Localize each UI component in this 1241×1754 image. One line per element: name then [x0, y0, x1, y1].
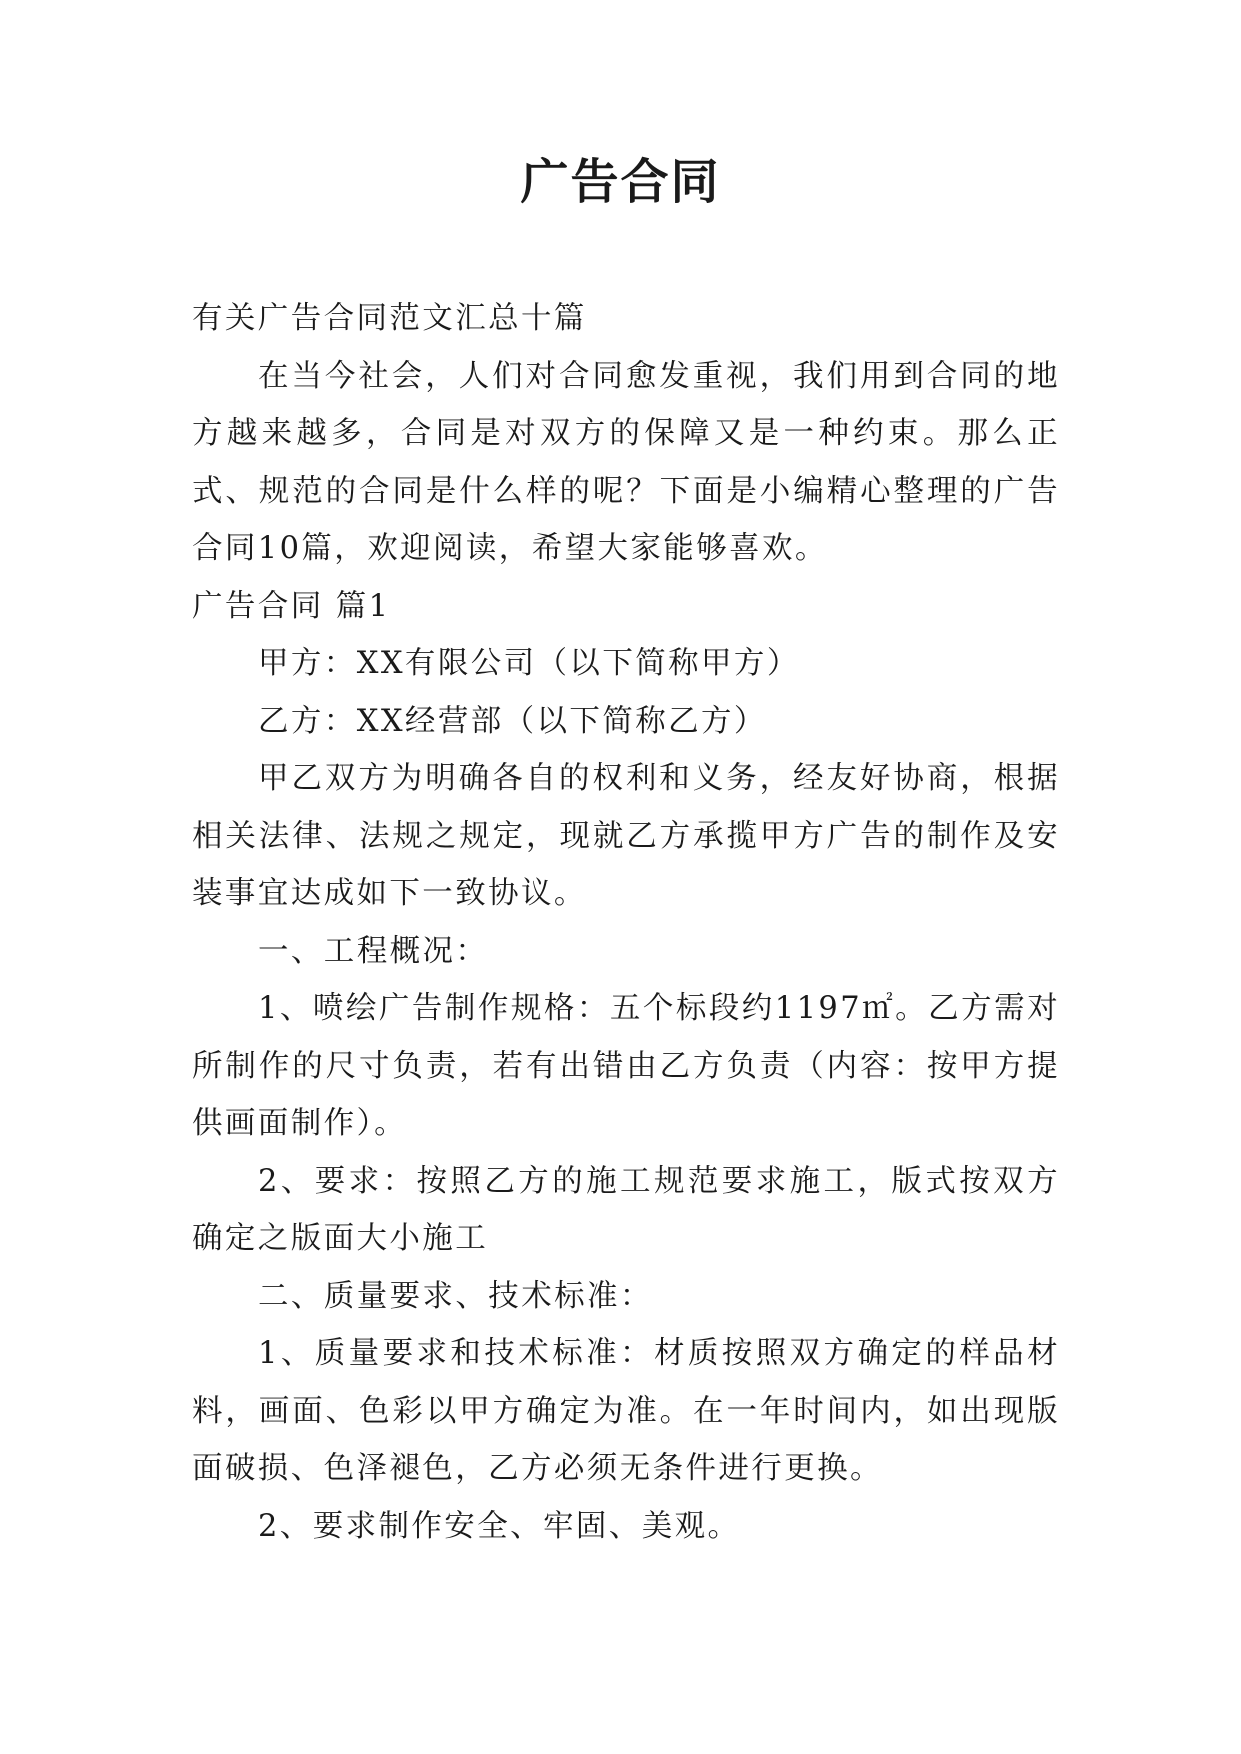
- collection-heading: 有关广告合同范文汇总十篇: [192, 301, 587, 336]
- clause-item-1-1: 1、喷绘广告制作规格：五个标段约1197㎡。乙方需对所制作的尺寸负责，若有出错由乙方负责（内容：按甲方提供画面制作）。: [192, 991, 1060, 1141]
- clause-item-1-2: 2、要求：按照乙方的施工规范要求施工，版式按双方确定之版面大小施工: [192, 1163, 1060, 1256]
- agreement-preamble: 甲乙双方为明确各自的权利和义务，经友好协商，根据相关法律、法规之规定，现就乙方承揽甲方广告的制作及安装事宜达成如下一致协议。: [192, 761, 1060, 911]
- intro-paragraph: 在当今社会，人们对合同愈发重视，我们用到合同的地方越来越多，合同是对双方的保障又是一种约束。那么正式、规范的合同是什么样的呢？下面是小编精心整理的广告合同10篇，欢迎阅读，希望大家能够喜欢。: [192, 358, 1060, 566]
- clause-heading-quality-standards: 二、质量要求、技术标准：: [258, 1278, 653, 1314]
- clause-heading-project-overview: 一、工程概况：: [258, 933, 489, 969]
- document-title: 广告合同: [520, 154, 721, 210]
- clause-item-2-2: 2、要求制作安全、牢固、美观。: [258, 1508, 741, 1544]
- section-heading-part-1: 广告合同 篇1: [192, 588, 391, 624]
- party-b-line: 乙方：XX经营部（以下简称乙方）: [258, 703, 767, 739]
- document-body: [192, 290, 1060, 1555]
- party-a-line: 甲方：XX有限公司（以下简称甲方）: [258, 646, 800, 681]
- clause-item-2-1: 1、质量要求和技术标准：材质按照双方确定的样品材料，画面、色彩以甲方确定为准。在一年时间内，如出现版面破损、色泽褪色，乙方必须无条件进行更换。: [192, 1336, 1060, 1486]
